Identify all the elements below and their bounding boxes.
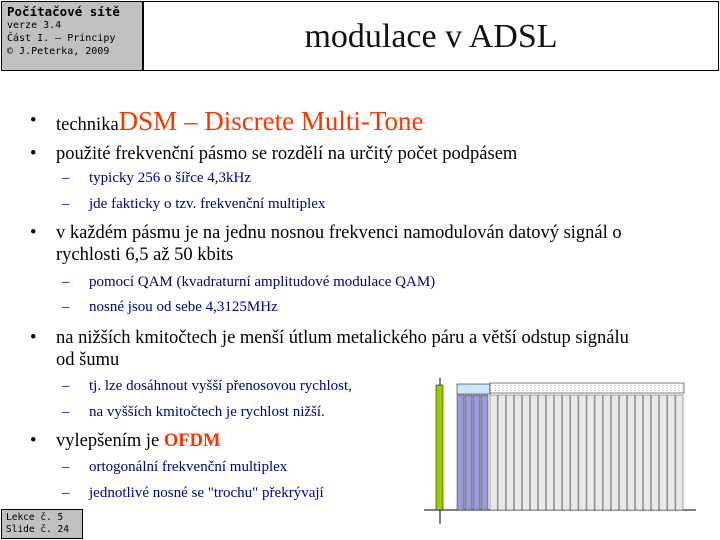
dash-symbol: – xyxy=(62,404,70,420)
author-label: © J.Peterka, 2009 xyxy=(7,46,110,57)
downstream-carrier xyxy=(555,395,562,510)
bullet-symbol: • xyxy=(30,328,37,348)
downstream-carrier xyxy=(514,395,521,510)
dsm-highlight: DSM – Discrete Multi-Tone xyxy=(118,106,424,136)
downstream-carrier xyxy=(635,395,642,510)
footer-box xyxy=(1,509,83,539)
upstream-header xyxy=(457,384,490,394)
dash-symbol: – xyxy=(62,196,70,212)
sub-bullet-text: jednotlivé nosné se "trochu" překrývají xyxy=(89,485,324,501)
bullet-text: na nižších kmitočtech je menší útlum metalického páru a větší odstup signálu xyxy=(56,328,629,348)
dash-symbol: – xyxy=(62,485,70,501)
bullet-text: použité frekvenční pásmo se rozdělí na určitý počet podpásem xyxy=(56,144,518,164)
downstream-carrier xyxy=(530,395,537,510)
spectrum-diagram xyxy=(424,378,704,526)
lecture-number: Lekce č. 5 xyxy=(6,512,64,523)
downstream-carrier xyxy=(627,395,634,510)
downstream-carrier xyxy=(611,395,618,510)
dash-symbol: – xyxy=(62,378,70,394)
course-name: Počítačové sítě xyxy=(7,4,120,19)
ofdm-highlight: OFDM xyxy=(163,431,221,451)
bullet-text: technika xyxy=(56,115,119,135)
upstream-band xyxy=(457,384,490,510)
dash-symbol: – xyxy=(62,299,70,315)
downstream-carrier xyxy=(490,395,497,510)
downstream-carrier xyxy=(579,395,586,510)
upstream-carrier xyxy=(473,395,480,510)
bullet-symbol: • xyxy=(30,223,37,243)
downstream-carrier xyxy=(644,395,651,510)
sub-bullet-text: nosné jsou od sebe 4,3125MHz xyxy=(89,299,278,315)
downstream-band xyxy=(490,383,684,510)
downstream-carrier xyxy=(547,395,554,510)
downstream-carrier xyxy=(619,395,626,510)
bullet-text: vylepšením je xyxy=(56,431,160,451)
dash-symbol: – xyxy=(62,274,70,290)
sub-bullet-text: jde fakticky o tzv. frekvenční multiplex xyxy=(89,196,326,212)
downstream-carrier xyxy=(522,395,529,510)
downstream-carrier xyxy=(676,395,683,510)
slide-title: modulace v ADSL xyxy=(304,18,558,55)
downstream-carrier xyxy=(498,395,505,510)
downstream-carrier xyxy=(563,395,570,510)
part-label: Část I. – Principy xyxy=(7,33,116,44)
downstream-carrier xyxy=(571,395,578,510)
bullet-symbol: • xyxy=(30,111,37,131)
sub-bullet-text: tj. lze dosáhnout vyšší přenosovou rychlost, xyxy=(89,378,352,394)
sub-bullet-text: pomocí QAM (kvadraturní amplitudové modulace QAM) xyxy=(89,274,436,290)
upstream-carrier xyxy=(457,395,464,510)
bullet-text: v každém pásmu je na jednu nosnou frekvenci namodulován datový signál o xyxy=(56,223,622,243)
downstream-carrier xyxy=(506,395,513,510)
sub-bullet-text: na vyšších kmitočtech je rychlost nižší. xyxy=(89,404,325,420)
bullet-text: od šumu xyxy=(56,350,120,370)
bullet-text: rychlosti 6,5 až 50 kbits xyxy=(56,245,234,265)
sub-bullet-text: typicky 256 o šířce 4,3kHz xyxy=(89,170,252,186)
upstream-carrier xyxy=(481,395,488,510)
upstream-carrier xyxy=(465,395,472,510)
dash-symbol: – xyxy=(62,459,70,475)
downstream-carrier xyxy=(660,395,667,510)
version-label: verze 3.4 xyxy=(7,20,62,31)
downstream-carrier xyxy=(587,395,594,510)
sub-bullet-text: ortogonální frekvenční multiplex xyxy=(89,459,288,475)
bullet-symbol: • xyxy=(30,144,37,164)
downstream-carrier xyxy=(538,395,545,510)
downstream-carrier xyxy=(603,395,610,510)
slide-number: Slide č. 24 xyxy=(6,524,69,535)
downstream-carrier xyxy=(595,395,602,510)
voice-band xyxy=(436,385,443,510)
bullet-symbol: • xyxy=(30,431,37,451)
dash-symbol: – xyxy=(62,170,70,186)
downstream-carrier xyxy=(652,395,659,510)
downstream-carrier xyxy=(668,395,675,510)
